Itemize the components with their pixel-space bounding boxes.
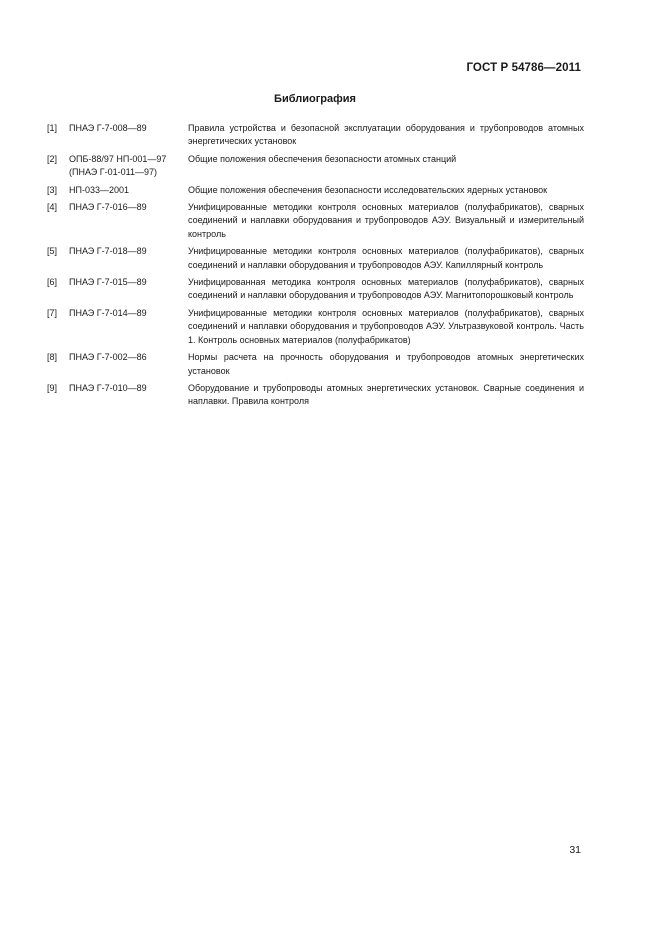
entry-number: [8] [47,352,58,363]
entry-title: Общие положения обеспечения безопасности исследовательских ядерных установок [188,184,548,195]
entry-code: ПНАЭ Г-7-016—89 [69,202,147,213]
entry-title: Оборудование и трубопроводы атомных энергетических установок. Сварные соединения и наплавки. Правила контроля [188,382,584,407]
bibliography-entry [47,276,584,303]
bibliography-entry [47,382,584,409]
page-number: 31 [569,844,581,856]
entry-title: Унифицированные методики контроля основных материалов (полуфабрикатов), сварных соединений и наплавки оборудования и трубопроводов АЭУ. Капиллярный контроль [188,246,584,270]
entry-title: Нормы расчета на прочность оборудования и трубопроводов атомных энергетических установок [188,352,584,376]
entry-number: [4] [47,202,58,213]
entry-title: Унифицированные методики контроля основных материалов (полуфабрикатов), сварных соединений и наплавки оборудования и трубопроводов АЭУ. Ультразвуковой контроль. Часть 1. Контроль основных материалов (полуфабрикатов) [188,307,584,345]
entry-number: [1] [47,123,58,133]
bibliography-entry [47,153,584,180]
entry-number: [6] [47,277,58,288]
bibliography-entry [47,184,584,197]
entry-code: ПНАЭ Г-7-008—89 [69,123,147,133]
entry-title: Общие положения обеспечения безопасности атомных станций [188,153,457,164]
entry-title: Унифицированная методика контроля основных материалов (полуфабрикатов), сварных соединений и наплавки оборудования и трубопроводов АЭУ. Магнитопорошковый контроль [188,277,584,301]
entry-title: Правила устройства и безопасной эксплуатации оборудования и трубопроводов атомных энергетических установок [188,123,584,147]
entry-code: ПНАЭ Г-7-014—89 [69,307,147,318]
document-code: ГОСТ Р 54786—2011 [466,62,581,74]
bibliography-entry [47,122,584,149]
entry-code: ПНАЭ Г-7-002—86 [69,352,147,363]
entry-number: [7] [47,307,58,318]
entry-number: [2] [47,153,58,164]
entry-code: ОПБ-88/97 НП-001—97 (ПНАЭ Г-01-011—97) [69,153,167,178]
entry-number: [9] [47,382,58,393]
bibliography-entry [47,351,584,378]
entry-code: ПНАЭ Г-7-010—89 [69,382,147,393]
section-title: Библиография [274,93,356,105]
bibliography-list [47,122,584,413]
bibliography-entry [47,245,584,272]
entry-number: [5] [47,246,58,257]
bibliography-entry [47,201,584,241]
entry-number: [3] [47,184,58,195]
entry-code: ПНАЭ Г-7-015—89 [69,277,147,288]
entry-code: НП-033—2001 [69,184,130,195]
entry-title: Унифицированные методики контроля основных материалов (полуфабрикатов), сварных соединений и наплавки оборудования и трубопроводов АЭУ. Визуальный и измерительный контроль [188,202,584,239]
entry-code: ПНАЭ Г-7-018—89 [69,246,147,257]
bibliography-entry [47,307,584,347]
